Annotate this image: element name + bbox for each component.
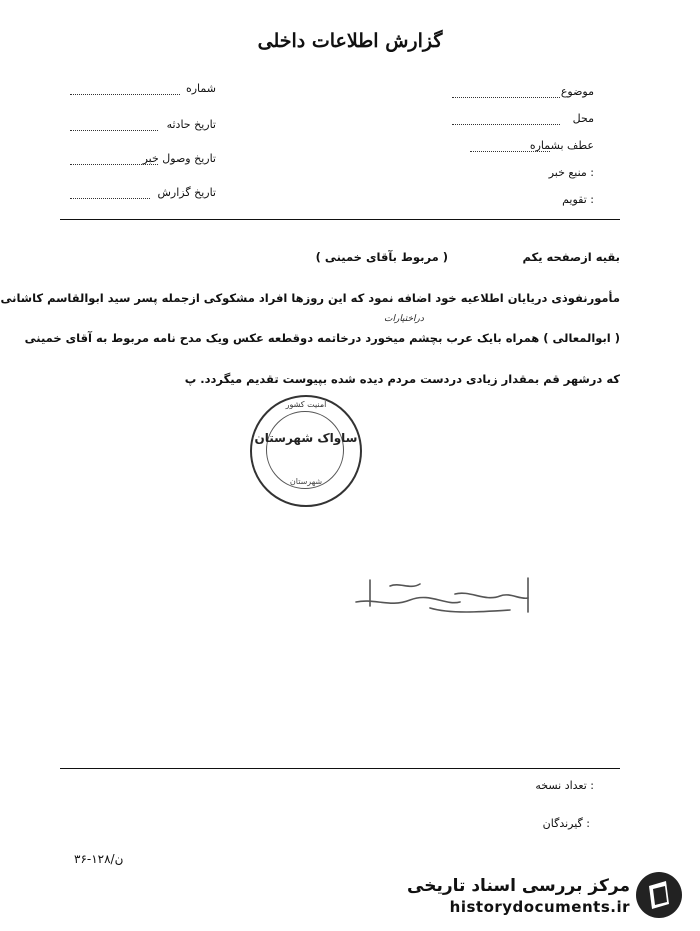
- body-line-2: ( ابوالمعالی ) همراه بایک عرب بچشم میخورد درخاتمه دوقطعه عکس ویک مدح نامه مربوط به آقای خمینی: [24, 331, 620, 345]
- field-receipt-date-label: تاریخ وصول خبر: [142, 152, 216, 165]
- field-number-line: [70, 94, 180, 95]
- report-subject: ( مربوط بآقای خمینی ): [315, 250, 448, 264]
- field-subject-label: موضوع: [560, 85, 594, 98]
- field-report-date-label: تاریخ گزارش: [157, 186, 216, 199]
- recipients-label: گیرندگان :: [542, 817, 590, 830]
- body-line-3: که درشهر قم بمقدار زیادی دردست مردم دیده شده بپیوست تقدیم میگردد. پ: [184, 372, 620, 386]
- stamp-bottom-text: شهرستان: [289, 477, 323, 486]
- signature: [350, 572, 540, 622]
- copies-count-label: تعداد نسخه :: [535, 779, 594, 792]
- field-location-label: محل: [572, 112, 594, 125]
- body-line-1: مأمورنفوذی دریایان اطلاعیه خود اضافه نمود که این روزها افراد مشکوکی ازجمله پسر سید ابوالقاسم کاشانی: [0, 291, 620, 305]
- field-reference-label: عطف بشماره: [529, 139, 594, 152]
- header-divider: [60, 219, 620, 220]
- document-code: ۳۶-۱۲۸/ن: [74, 852, 124, 866]
- handwritten-insert: دراختیارات: [384, 314, 424, 324]
- continuation-note: بقیه ازصفحه یکم: [522, 250, 620, 264]
- document-title: گزارش اطلاعات داخلی: [257, 30, 443, 52]
- official-stamp: [250, 395, 362, 507]
- field-subject-line: [452, 97, 560, 98]
- field-source-label: منبع خبر :: [548, 166, 594, 179]
- field-calendar-label: تقویم :: [562, 193, 594, 206]
- field-receipt-date-line: [70, 164, 158, 165]
- archive-org-name: مرکز بررسی اسناد تاریخی: [407, 876, 630, 896]
- field-reference-line: [470, 151, 550, 152]
- field-incident-date-label: تاریخ حادثه: [166, 118, 216, 131]
- footer-divider: [60, 768, 620, 769]
- archive-website: historydocuments.ir: [449, 898, 630, 916]
- field-number-label: شماره: [185, 82, 216, 95]
- field-incident-date-line: [70, 130, 158, 131]
- stamp-middle-text: ساواک شهرستان: [254, 431, 358, 445]
- field-report-date-line: [70, 198, 150, 199]
- stamp-top-text: امنیت کشور: [285, 400, 327, 409]
- archive-logo-icon: [636, 872, 682, 918]
- field-location-line: [452, 124, 560, 125]
